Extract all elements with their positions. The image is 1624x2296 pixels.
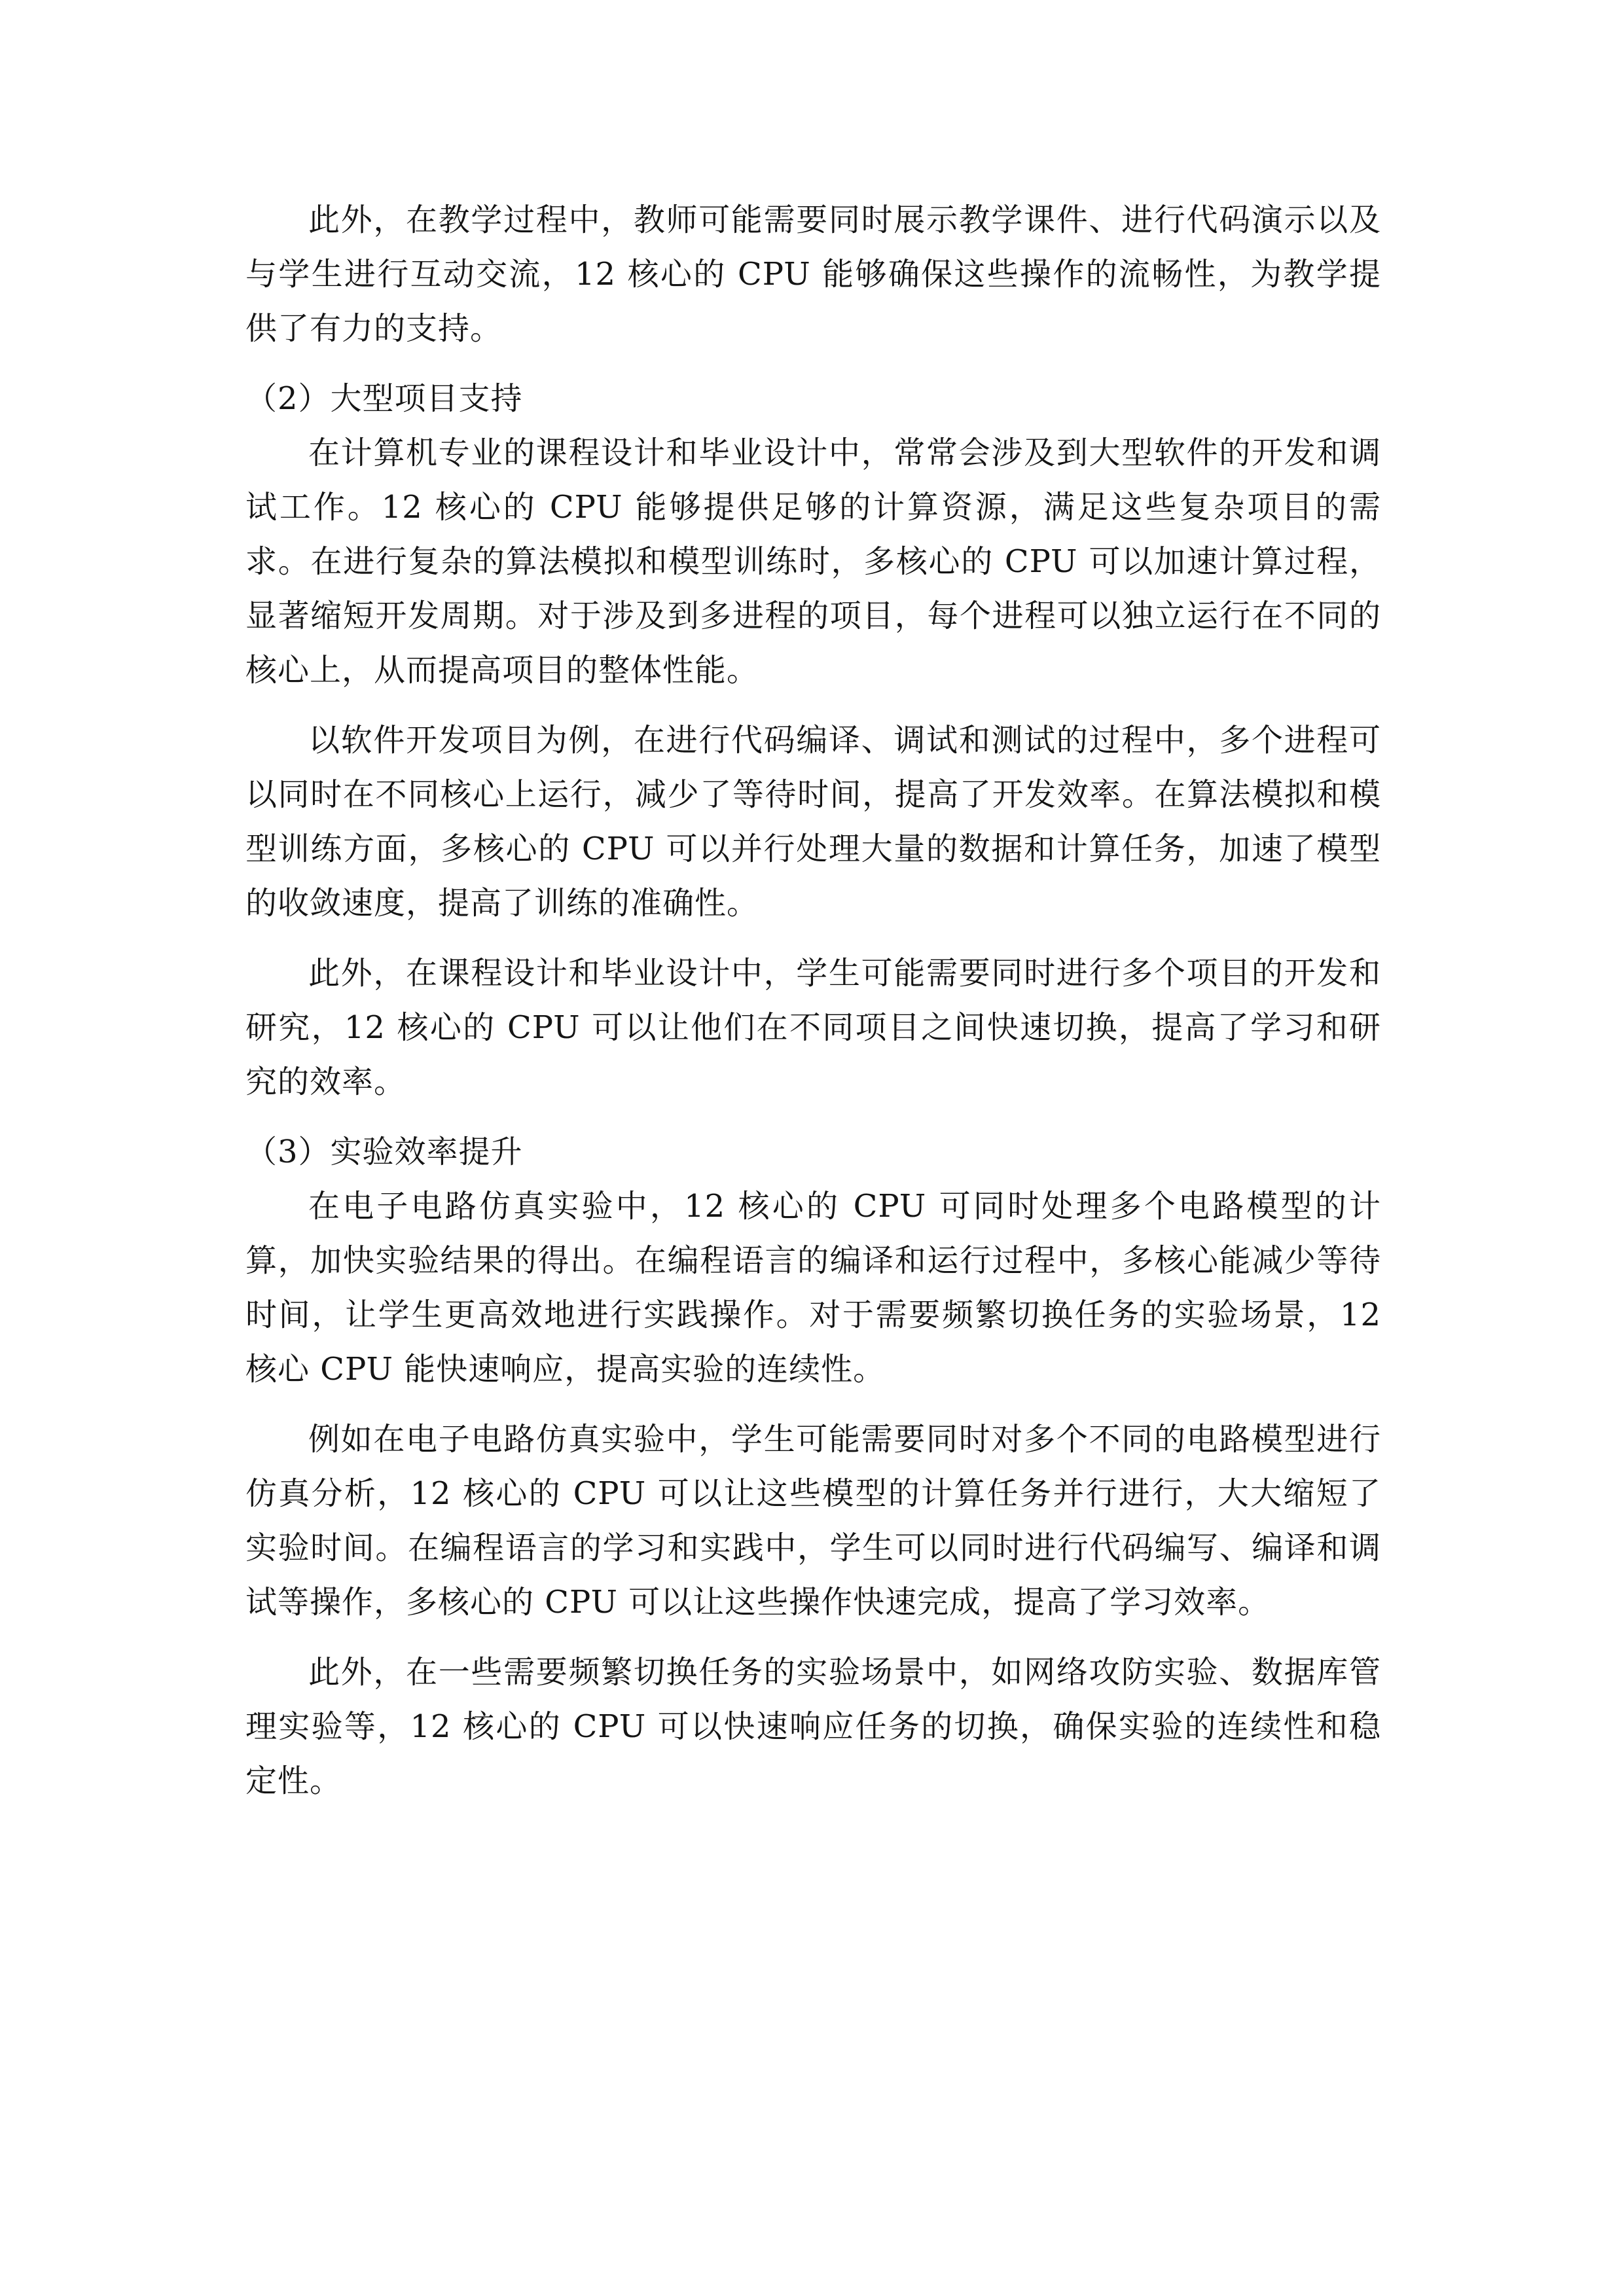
section-heading-experiment-efficiency: （3）实验效率提升: [245, 1134, 523, 1170]
paragraph-teaching-multitask: 此外，在教学过程中，教师可能需要同时展示教学课件、进行代码演示以及与学生进行互动交流，12 核心的 CPU 能够确保这些操作的流畅性，为教学提供了有力的支持。: [245, 202, 1381, 347]
paragraph-circuit-simulation: 在电子电路仿真实验中，12 核心的 CPU 可同时处理多个电路模型的计算，加快实验结果的得出。在编程语言的编译和运行过程中，多核心能减少等待时间，让学生更高效地进行实践操作。对于需要频繁切换任务的实验场景，12 核心 CPU 能快速响应，提高实验的连续性。: [245, 1188, 1381, 1388]
paragraph-course-design: 此外，在课程设计和毕业设计中，学生可能需要同时进行多个项目的开发和研究，12 核心的 CPU 可以让他们在不同项目之间快速切换，提高了学习和研究的效率。: [245, 955, 1381, 1100]
paragraph-software-dev-example: 以软件开发项目为例，在进行代码编译、调试和测试的过程中，多个进程可以同时在不同核心上运行，减少了等待时间，提高了开发效率。在算法模拟和模型训练方面，多核心的 CPU 可以并行处理大量的数据和计算任务，加速了模型的收敛速度，提高了训练的准确性。: [245, 722, 1381, 922]
document-body: [245, 193, 1381, 1824]
paragraph-project-compute: 在计算机专业的课程设计和毕业设计中，常常会涉及到大型软件的开发和调试工作。12 核心的 CPU 能够提供足够的计算资源，满足这些复杂项目的需求。在进行复杂的算法模拟和模型训练时，多核心的 CPU 可以加速计算过程，显著缩短开发周期。对于涉及到多进程的项目，每个进程可以独立运行在不同的核心上，从而提高项目的整体性能。: [245, 435, 1381, 689]
paragraph-task-switching: 此外，在一些需要频繁切换任务的实验场景中，如网络攻防实验、数据库管理实验等，12 核心的 CPU 可以快速响应任务的切换，确保实验的连续性和稳定性。: [245, 1654, 1381, 1799]
paragraph-simulation-example: 例如在电子电路仿真实验中，学生可能需要同时对多个不同的电路模型进行仿真分析，12 核心的 CPU 可以让这些模型的计算任务并行进行，大大缩短了实验时间。在编程语言的学习和实践中，学生可以同时进行代码编写、编译和调试等操作，多核心的 CPU 可以让这些操作快速完成，提高了学习效率。: [245, 1421, 1381, 1621]
section-heading-large-projects: （2）大型项目支持: [245, 380, 523, 417]
